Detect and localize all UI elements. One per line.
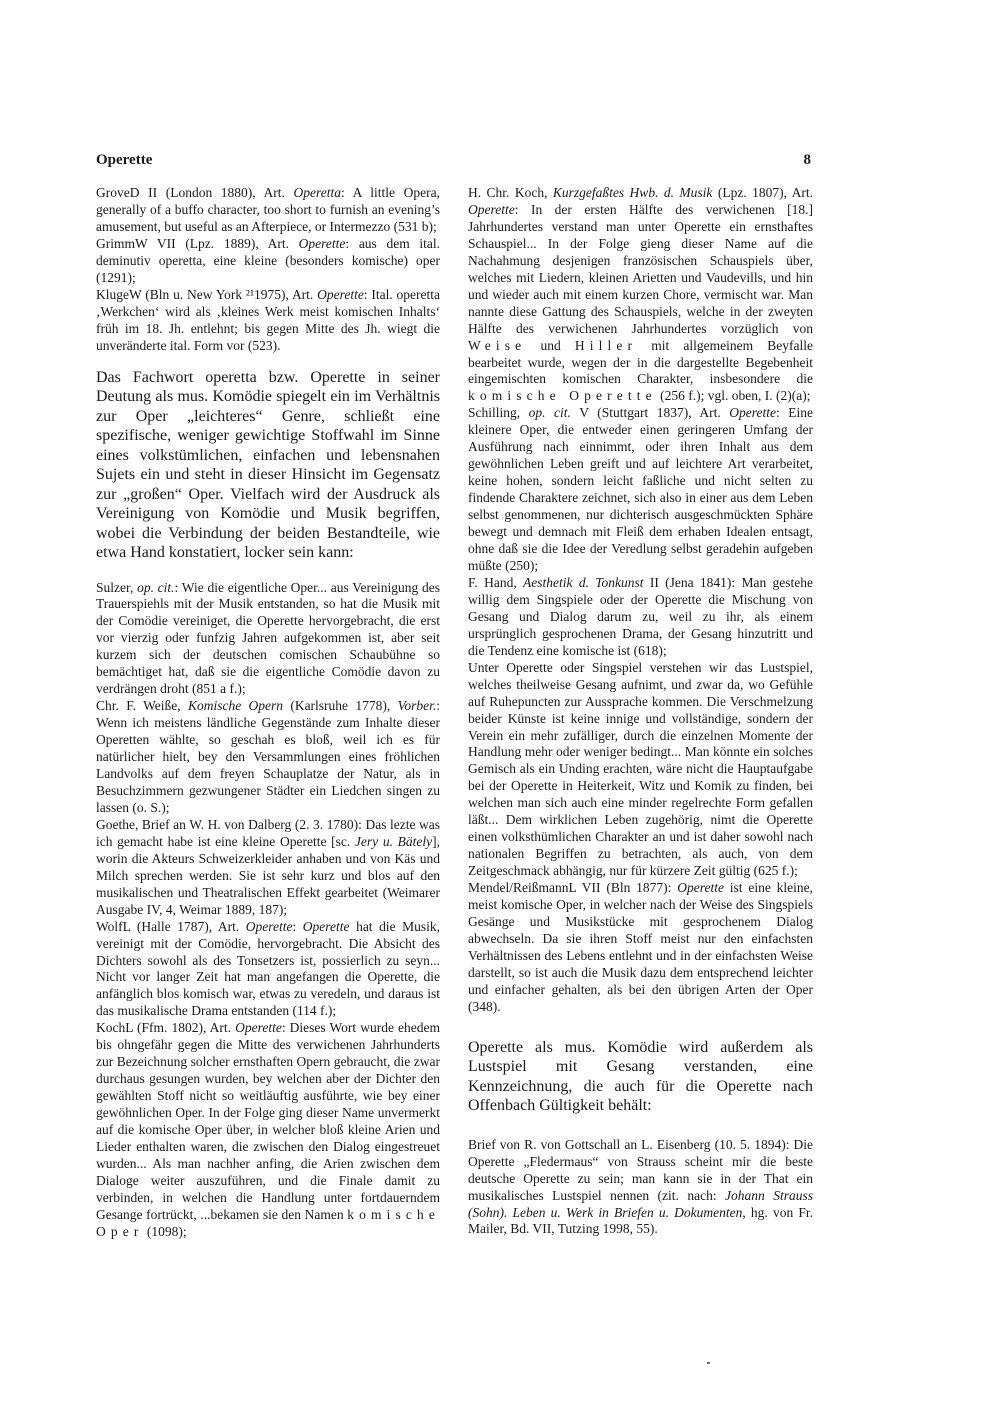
body-paragraph-1: Das Fachwort operetta bzw. Operette in seiner Deutung als mus. Komödie spiegelt ein im Verhältnis zur Oper „leichteres“ Genre, schließt eine spezifische, weniger gewichtige Stoffwahl im Sinne eines volkstümlichen, einfachen und lebensnahen Sujets ein und steht in dieser Hinsicht im Gegensatz zur „großen“ Oper. Vielfach wird der Ausdruck als Vereinigung von Komödie und Musik begriffen, wobei die Verbindung der beiden Bestandteile, wie etwa Hand konstatiert, locker sein kann: (96, 368, 440, 562)
text-run: Sulzer, (96, 579, 138, 595)
text-run: : Wie die eigentliche Oper... aus Vereinigung des Trauerspiehls mit der Musik entstanden, so hat die Musik mit der Comödie vereiniget, die Operette hervorgebracht, die erst vor vierzig oder funfzig Jahren aufgekommen ist, aber seit kurzem sich der deutschen comischen Schaubühne so bemächtiget hat, daß sie die eigentliche Comödie davon zu verdrängen droht (851 a f.); (96, 579, 440, 697)
text-run: Chr. F. Weiße, (96, 698, 188, 714)
body-paragraph-2: Operette als mus. Komödie wird außerdem als Lustspiel mit Gesang verstanden, eine Kennzeichnung, die auch für die Operette nach Offenbach Gültigkeit behält: (468, 1038, 813, 1115)
italic-text: Operette (302, 918, 350, 934)
text-run: (Lpz. 1807), Art. (712, 185, 814, 200)
citation-gottschall-letter (468, 1137, 813, 1239)
italic-text: Operetta (293, 185, 342, 200)
text-run: Brief von R. von Gottschall an L. Eisenberg (10. 5. 1894): Die Operette „Fledermaus“ von Strauss scheint mir die beste deutsche Operette zu sein; man kann sie in der That ein musikalisches Lustspiel nennen (zit. nach: (468, 1136, 813, 1203)
text-run: (Karlsruhe 1778), (283, 698, 398, 714)
spaced-text: Weise (468, 337, 527, 353)
spaced-text: komische Oper (96, 1206, 440, 1239)
citation-mendel-reissmann (468, 880, 813, 1016)
text-run: : (292, 918, 303, 934)
citation-grove (96, 185, 440, 236)
text-run: ], worin die Akteurs Schweizerkleider anhaben und von Käs und Milch sprechen werden. Sie ist sehr kurz und blos auf den musikalischen und Theatralischen Effekt gearbeitet (Weimarer Ausgabe IV, 4, Weimar 1889, 187); (96, 833, 440, 917)
citation-sulzer (96, 580, 440, 699)
italic-text: Operette (298, 235, 346, 251)
italic-text: Kurzgefaßtes Hwb. d. Musik (552, 185, 713, 200)
citation-goethe (96, 817, 440, 919)
scan-speck (707, 1362, 710, 1364)
italic-text: Operette (677, 880, 724, 896)
text-run: mit allgemeinem Beyfalle bearbeitet wurde, wegen der in die dargestellte Begebenheit eingemischten komischen Charakter, insbesondere die (468, 337, 813, 387)
italic-text: Komische Opern (187, 698, 283, 714)
citation-weisse (96, 698, 440, 817)
citation-kluge (96, 287, 440, 355)
text-run: : Dieses Wort wurde ehedem bis ohngefähr gegen die Mitte des verwichenen Jahrhunderts zur Bezeichnung solcher ernsthaften Opern gebraucht, die zwar durchaus gesungen wurden, bey welchen aber der Dichter den gewählten Stoff nicht so weitläuftig ausführte, wie bey einer gewöhnlichen Oper. In der Folge ging dieser Name unvermerkt auf die komische Oper über, in welcher bloß kleine Arien und Lieder enthalten waren, die zwischen den Dialog eingestreuet wurden... Als man nachher anfing, die Arien zwischen dem Dialoge weiter auszuführen, und die Finale damit zu verbinden, in welchen die Handlung unter fortdauerndem Gesange fortrückt, ...bekamen sie den Namen (96, 1020, 440, 1222)
text-run: F. Hand, (468, 574, 524, 590)
text-run: Unter Operette oder Singspiel verstehen wir das Lustspiel, welches theilweise Gesang aufnimt, und zwar da, wo Gefühle auf Ruhepuncten zur Aussprache kommen. Die Verschmelzung beider Künste ist keine innige und vollständige, sondern der Verein ein mehr zufälliger, durch die einzelnen Momente der Handlung mehr oder weniger bedingt... Man könnte ein solches Gemisch als ein Unding erachten, wäre nicht die Hauptaufgabe bei der Operette in Heiterkeit, Witz und Komik zu finden, bei welchen man sich auch eine minder regelrechte Form gefallen läßt... Dem wirklichen Leben zugehörig, nimt die Operette einen volksthümlichen Charakter an und ist daher sowohl nach nationalen Begriffen zu betrachten, als auch, von dem Zeitgeschmack abhängig, nur für kürzere Zeit gültig (625 f.); (468, 659, 813, 879)
spaced-text: komische Operette (468, 388, 657, 404)
text-run: H. Chr. Koch, (468, 185, 553, 200)
text-run: V (Stuttgart 1837), Art. (570, 405, 730, 421)
text-run: Goethe, Brief an W. H. von Dalberg (2. 3. 1780): Das lezte was ich gemacht habe ist eine kleine Operette [sc. (96, 816, 440, 849)
text-run: und (526, 337, 575, 353)
text-run: , hg. von Fr. Mailer, Bd. VII, Tutzing 1998, 55). (468, 1204, 813, 1237)
running-header (96, 152, 811, 176)
text-run: WolfL (Halle 1787), Art. (96, 918, 246, 934)
text-run: KlugeW (Bln u. New York ²¹1975), Art. (96, 286, 318, 302)
text-run: (1098); (143, 1223, 187, 1239)
text-run: II (Jena 1841): Man gestehe willig dem Singspiele oder der Operette die Mischung von Gesang und Dialog darum zu, weil zu ihr, als einem ursprünglich gesprochenen Drama, der Gesang hinzutritt und die Tendenz eine komische ist (618); (468, 574, 813, 658)
italic-text: Jery u. Bätely (354, 833, 433, 849)
citation-hand-continued (468, 660, 813, 880)
text-run: : In der ersten Hälfte des verwichenen [18.] Jahrhundertes verstand man unter Operette ein ernsthaftes Schauspiel... In der Folge gieng dieser Name auf die Nachahmung desjenigen französischen Schauspiels über, welches mit Liedern, kleinen Arietten und Vaudevills, und hin und wieder auch mit einem kurzen Chore, vermischt war. Man nannte diese Gattung des Schauspiels, welche in der zweyten Hälfte des verwichenen Jahrhundertes vorzüglich von (468, 201, 813, 336)
italic-text: Vorber. (397, 698, 437, 714)
text-run: : aus dem ital. deminutiv operetta, eine kleine (besonders komische) oper (1291); (96, 235, 441, 285)
citation-schilling (468, 405, 813, 575)
italic-text: Operette (245, 918, 293, 934)
running-title: Operette (96, 152, 153, 168)
text-run: (256 f.); vgl. oben, I. (2)(a); (656, 388, 811, 404)
italic-text: Operette (235, 1020, 282, 1036)
text-run: ist eine kleine, meist komische Oper, in welcher nach der Weise des Singspiels Gesänge und Musikstücke mit gesprochenem Dialog abwechseln. Da sie ihren Stoff meist nur den einfachsten Verhältnissen des Lebens entlehnt und in der einfachsten Weise darstellt, so ist auch die Musik dazu dem entsprechend leichter und einfacher gehalten, als bei den übrigen Arten der Oper (348). (468, 880, 813, 1014)
italic-text: Operette (729, 405, 776, 421)
spaced-text: Hiller (574, 337, 638, 353)
italic-text: Operette (317, 286, 364, 302)
citation-koch-handwoerterbuch (468, 185, 813, 405)
page-number: 8 (803, 152, 811, 168)
text-run: GroveD II (London 1880), Art. (96, 185, 294, 200)
text-run: Mendel/ReißmannL VII (Bln 1877): (468, 880, 678, 896)
italic-text: Operette (468, 201, 515, 217)
citation-koch-lexikon (96, 1020, 440, 1240)
text-run: Schilling, (468, 405, 529, 421)
text-run: : Ital. operetta ‚Werkchen‘ wird als ‚kleines Werk meist komischen Inhalts‘ früh im 18. Jh. entlehnt; bis gegen Mitte des Jh. wiegt die unveränderte ital. Form vor (523). (96, 286, 441, 353)
citation-hand (468, 575, 813, 660)
italic-text: Aesthetik d. Tonkunst (523, 574, 644, 590)
italic-text: op. cit. (528, 405, 571, 421)
italic-text: Johann Strauss (Sohn). Leben u. Werk in Briefen u. Dokumenten (468, 1187, 813, 1220)
text-run: : Eine kleinere Oper, die entweder einen geringeren Umfang der Ausführung nach einnimmt, oder ihren Inhalt aus dem gewöhnlichen Leben greift und auf leichtere Art verarbeitet, keine hohen, sondern leicht faßliche und nicht selten zu findende Charaktere zeichnet, sich also in einer aus dem Leben selbst genommenen, nur dichterisch ausgeschmückten Sphäre bewegt und demnach mit Fleiß dem erhaben Idealen entsagt, ohne daß sie die Idee der Veredlung selbst geradehin aufgeben müßte (250); (468, 405, 813, 573)
citation-wolf (96, 919, 440, 1021)
text-run: : Wenn ich meistens ländliche Gegenstände zum Inhalte dieser Operetten wählte, so geschah es bloß, weil ich es für natürlicher hielt, bey den Versammlungen eines fröhlichen Landvolks auf dem freyen Schauplatze der Natur, als in Besuchzimmern gezwungener Städter ein Liedchen singen zu lassen (o. S.); (96, 698, 440, 815)
text-run: : A little Opera, generally of a buffo character, too short to furnish an evening’s amusement, but useful as an Afterpiece, or Intermezzo (531 b); (96, 185, 440, 234)
left-column (96, 185, 440, 1241)
text-run: hat die Musik, vereinigt mit der Comödie, hervorgebracht. Die Absicht des Dichters sowohl als des Tonsetzers ist, possierlich zu seyn... Nicht vor langer Zeit hat man angefangen die Operette, die anfänglich blos komisch war, etwas zu veredeln, und daraus ist das musikalische Drama entstanden (114 f.); (96, 918, 440, 1019)
text-run: KochL (Ffm. 1802), Art. (96, 1020, 236, 1036)
text-run: GrimmW VII (Lpz. 1889), Art. (96, 235, 299, 251)
right-column (468, 185, 813, 1238)
italic-text: op. cit. (137, 579, 175, 595)
citation-grimm (96, 236, 440, 287)
